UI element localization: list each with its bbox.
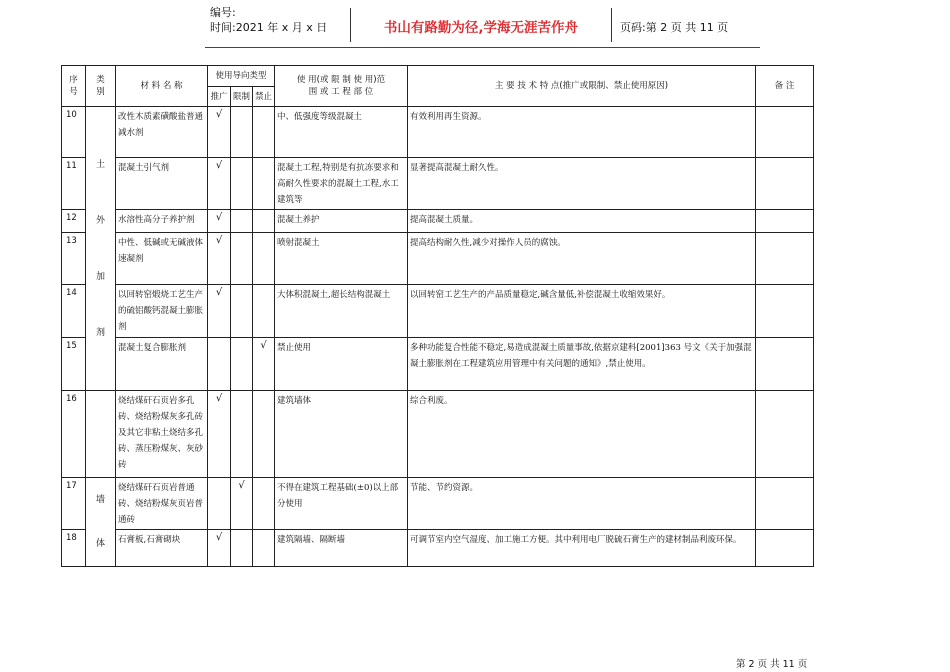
table-row xyxy=(62,233,814,285)
usage-scope: 建筑墙体 xyxy=(275,391,408,478)
header-ban: 禁止 xyxy=(253,87,275,107)
category-wall xyxy=(86,478,116,567)
material-name: 烧结煤矸石页岩普通砖、烧结粉煤灰页岩普通砖 xyxy=(116,478,208,530)
table-row xyxy=(62,391,814,478)
category-blank xyxy=(86,391,116,478)
usage-ban-cell xyxy=(253,233,275,285)
header-seq: 序 号 xyxy=(62,66,86,107)
header-material: 材 料 名 称 xyxy=(116,66,208,107)
usage-restrict-cell xyxy=(231,338,253,391)
usage-promote-cell xyxy=(208,107,231,158)
table-row xyxy=(62,285,814,338)
usage-ban-cell xyxy=(253,107,275,158)
usage-scope: 禁止使用 xyxy=(275,338,408,391)
remarks-cell xyxy=(756,210,814,233)
remarks-cell xyxy=(756,338,814,391)
usage-promote-cell xyxy=(208,210,231,233)
row-number: 14 xyxy=(62,285,86,338)
technical-features: 多种功能复合性能不稳定,易造成混凝土质量事故,依据京建科[2001]363 号文《关于加强混凝土膨胀剂在工程建筑应用管理中有关问题的通知》,禁止使用。 xyxy=(408,338,756,391)
usage-ban-cell xyxy=(253,391,275,478)
remarks-cell xyxy=(756,391,814,478)
motto-text: 书山有路勤为径,学海无涯苦作舟 xyxy=(383,20,579,36)
usage-ban-cell xyxy=(253,158,275,210)
remarks-cell xyxy=(756,478,814,530)
category-char: 土 xyxy=(95,159,105,170)
technical-features: 以回转窑工艺生产的产品质量稳定,碱含量低,补偿混凝土收缩效果好。 xyxy=(408,285,756,338)
usage-scope: 大体积混凝土,超长结构混凝土 xyxy=(275,285,408,338)
material-name: 混凝土引气剂 xyxy=(116,158,208,210)
technical-features: 有效利用再生资源。 xyxy=(408,107,756,158)
remarks-cell xyxy=(756,530,814,567)
usage-restrict-cell xyxy=(231,210,253,233)
check-mark-icon: √ xyxy=(215,109,223,120)
header-features: 主 要 技 术 特 点(推广或限制、禁止使用原因) xyxy=(408,66,756,107)
usage-ban-cell xyxy=(253,530,275,567)
usage-ban-cell xyxy=(253,338,275,391)
header-category: 类 别 xyxy=(86,66,116,107)
check-mark-icon: √ xyxy=(215,160,223,171)
header-usage-type: 使用导向类型 xyxy=(208,66,275,87)
header-remarks: 备 注 xyxy=(756,66,814,107)
usage-restrict-cell xyxy=(231,391,253,478)
usage-scope: 不得在建筑工程基础(±0)以上部分使用 xyxy=(275,478,408,530)
header-scope: 使 用(或 限 制 使 用)范 围 或 工 程 部 位 xyxy=(275,66,408,107)
check-mark-icon: √ xyxy=(238,480,245,491)
category-char: 剂 xyxy=(95,327,105,338)
category-char: 外 xyxy=(95,215,105,226)
remarks-cell xyxy=(756,233,814,285)
material-name: 水溶性高分子养护剂 xyxy=(116,210,208,233)
check-mark-icon: √ xyxy=(215,212,223,223)
check-mark-icon: √ xyxy=(215,235,223,246)
technical-features: 节能、节约资源。 xyxy=(408,478,756,530)
header-divider xyxy=(205,47,760,48)
materials-table xyxy=(61,65,814,567)
usage-ban-cell xyxy=(253,285,275,338)
table-row xyxy=(62,478,814,530)
table-row xyxy=(62,530,814,567)
row-number: 18 xyxy=(62,530,86,567)
category-admixture xyxy=(86,107,116,391)
technical-features: 显著提高混凝土耐久性。 xyxy=(408,158,756,210)
material-name: 中性、低碱或无碱液体速凝剂 xyxy=(116,233,208,285)
usage-ban-cell xyxy=(253,478,275,530)
table-row xyxy=(62,107,814,158)
technical-features: 提高混凝土质量。 xyxy=(408,210,756,233)
technical-features: 提高结构耐久性,减少对操作人员的腐蚀。 xyxy=(408,233,756,285)
usage-promote-cell xyxy=(208,158,231,210)
header-restrict: 限制 xyxy=(231,87,253,107)
row-number: 17 xyxy=(62,478,86,530)
row-number: 10 xyxy=(62,107,86,158)
usage-promote-cell xyxy=(208,391,231,478)
material-name: 混凝土复合膨胀剂 xyxy=(116,338,208,391)
material-name: 改性木质素磺酸盐普通减水剂 xyxy=(116,107,208,158)
usage-scope: 混凝土养护 xyxy=(275,210,408,233)
table-row xyxy=(62,210,814,233)
usage-promote-cell xyxy=(208,233,231,285)
remarks-cell xyxy=(756,158,814,210)
technical-features: 可调节室内空气湿度、加工施工方便。其中利用电厂脱硫石膏生产的建材制品利废环保。 xyxy=(408,530,756,567)
category-char: 体 xyxy=(95,539,105,549)
row-number: 12 xyxy=(62,210,86,233)
category-char: 墙 xyxy=(95,495,105,505)
usage-restrict-cell xyxy=(231,285,253,338)
motto-box xyxy=(350,8,612,42)
usage-promote-cell xyxy=(208,530,231,567)
usage-promote-cell xyxy=(208,338,231,391)
usage-ban-cell xyxy=(253,210,275,233)
material-name: 烧结煤矸石页岩多孔砖、烧结粉煤灰多孔砖及其它非粘土烧结多孔砖、蒸压粉煤灰、灰砂砖 xyxy=(116,391,208,478)
usage-restrict-cell xyxy=(231,107,253,158)
header-page-number: 页码:第 2 页 共 11 页 xyxy=(620,21,729,34)
check-mark-icon: √ xyxy=(215,287,223,298)
check-mark-icon: √ xyxy=(215,532,223,543)
usage-promote-cell xyxy=(208,478,231,530)
usage-scope: 喷射混凝土 xyxy=(275,233,408,285)
time-label: 时间:2021 年 x 月 x 日 xyxy=(210,21,328,34)
row-number: 15 xyxy=(62,338,86,391)
row-number: 11 xyxy=(62,158,86,210)
row-number: 13 xyxy=(62,233,86,285)
doc-number-label: 编号: xyxy=(210,6,236,19)
remarks-cell xyxy=(756,107,814,158)
usage-scope: 建筑隔墙、隔断墙 xyxy=(275,530,408,567)
usage-restrict-cell xyxy=(231,158,253,210)
usage-scope: 混凝土工程,特别是有抗冻要求和高耐久性要求的混凝土工程,水工建筑等 xyxy=(275,158,408,210)
document-header-info xyxy=(210,5,327,35)
header-promote: 推广 xyxy=(208,87,231,107)
table-row xyxy=(62,338,814,391)
table-row xyxy=(62,158,814,210)
material-name: 以回转窑煅烧工艺生产的硫铝酸钙混凝土膨胀剂 xyxy=(116,285,208,338)
row-number: 16 xyxy=(62,391,86,478)
remarks-cell xyxy=(756,285,814,338)
usage-restrict-cell xyxy=(231,478,253,530)
usage-restrict-cell xyxy=(231,530,253,567)
technical-features: 综合利废。 xyxy=(408,391,756,478)
check-mark-icon: √ xyxy=(260,340,267,351)
usage-scope: 中、低强度等级混凝土 xyxy=(275,107,408,158)
usage-promote-cell xyxy=(208,285,231,338)
category-char: 加 xyxy=(95,271,105,282)
usage-restrict-cell xyxy=(231,233,253,285)
material-name: 石膏板,石膏砌块 xyxy=(116,530,208,567)
footer-page-number: 第 2 页 共 11 页 xyxy=(736,659,808,670)
check-mark-icon: √ xyxy=(215,393,223,404)
